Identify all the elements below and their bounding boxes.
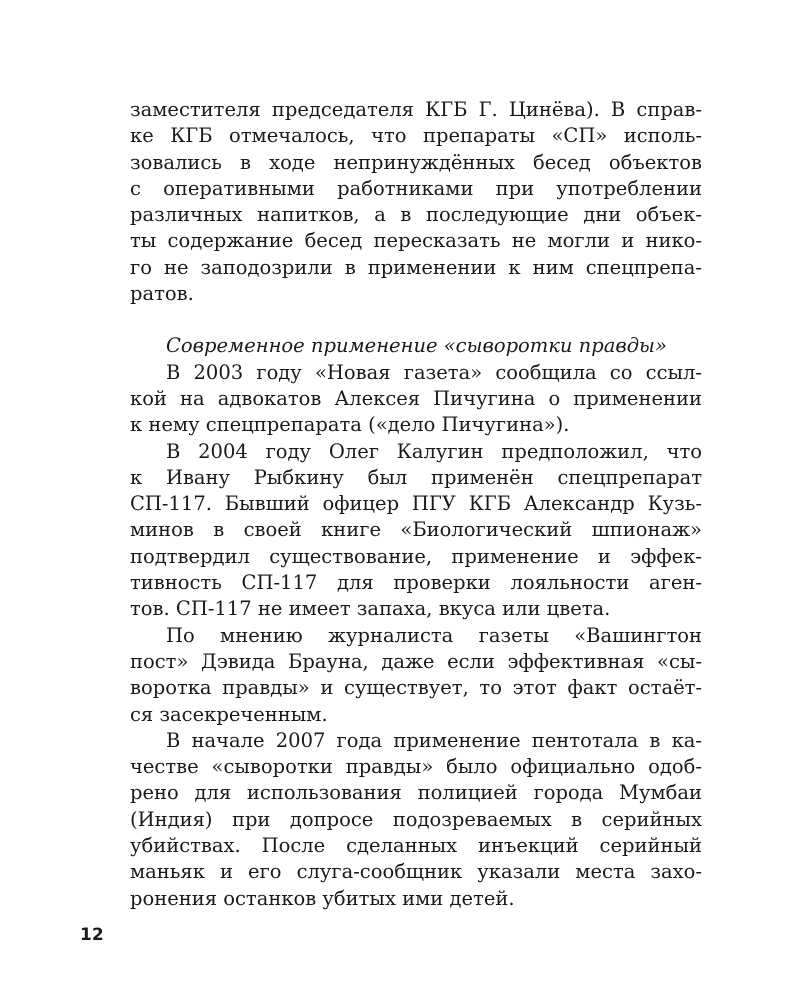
text-line: По мнению журналиста газеты «Вашингтон [166,623,702,647]
page-number: 12 [80,925,104,945]
text-line: к Ивану Рыбкину был применён спецпрепарат [130,465,702,489]
text-line: убийствах. После сделанных инъекций серийный [130,834,702,858]
text-line: тов. СП-117 не имеет запаха, вкуса или цвета. [130,597,611,621]
text-line: с оперативными работниками при употреблении [130,176,702,200]
text-line: минов в своей книге «Биологический шпионаж» [130,518,702,542]
text-line: ся засекреченным. [130,702,328,726]
text-line: го не заподозрили в применении к ним спецпрепа- [130,255,702,279]
text-line: ты содержание бесед пересказать не могли и нико- [130,229,702,253]
section-gap [130,307,702,333]
text-line: ратов. [130,282,194,306]
text-line: В начале 2007 года применение пентотала в ка- [166,728,702,752]
text-line: (Индия) при допросе подозреваемых в серийных [130,807,702,831]
text-line: заместителя председателя КГБ Г. Цинёва). В справ- [130,98,702,121]
text-line: В 2004 году Олег Калугин предположил, что [166,439,702,463]
text-line: зовались в ходе непринуждённых бесед объектов [130,150,702,174]
text-line: воротка правды» и существует, то этот факт остаёт- [130,676,702,700]
text-line: В 2003 году «Новая газета» сообщила со ссыл- [166,360,702,384]
text-line: ронения останков убитых ими детей. [130,886,515,910]
text-line: рено для использования полицией города Мумбаи [130,781,702,805]
section-heading: Современное применение «сыворотки правды» [166,334,667,358]
text-line: честве «сыворотки правды» было официально одоб- [130,755,702,779]
text-line: подтвердил существование, применение и эффек- [130,544,702,568]
text-line: маньяк и его слуга-сообщник указали места захо- [130,860,702,884]
text-line: ке КГБ отмечалось, что препараты «СП» исполь- [130,124,702,148]
text-line: различных напитков, а в последующие дни объек- [130,203,702,227]
text-line: тивность СП-117 для проверки лояльности аген- [130,571,702,595]
text-line: пост» Дэвида Брауна, даже если эффективная «сы- [130,649,702,673]
text-line: СП-117. Бывший офицер ПГУ КГБ Александр Кузь- [130,492,702,516]
text-line: к нему спецпрепарата («дело Пичугина»). [130,413,570,437]
text-line: кой на адвокатов Алексея Пичугина о применении [130,386,702,410]
body-text [130,97,702,912]
